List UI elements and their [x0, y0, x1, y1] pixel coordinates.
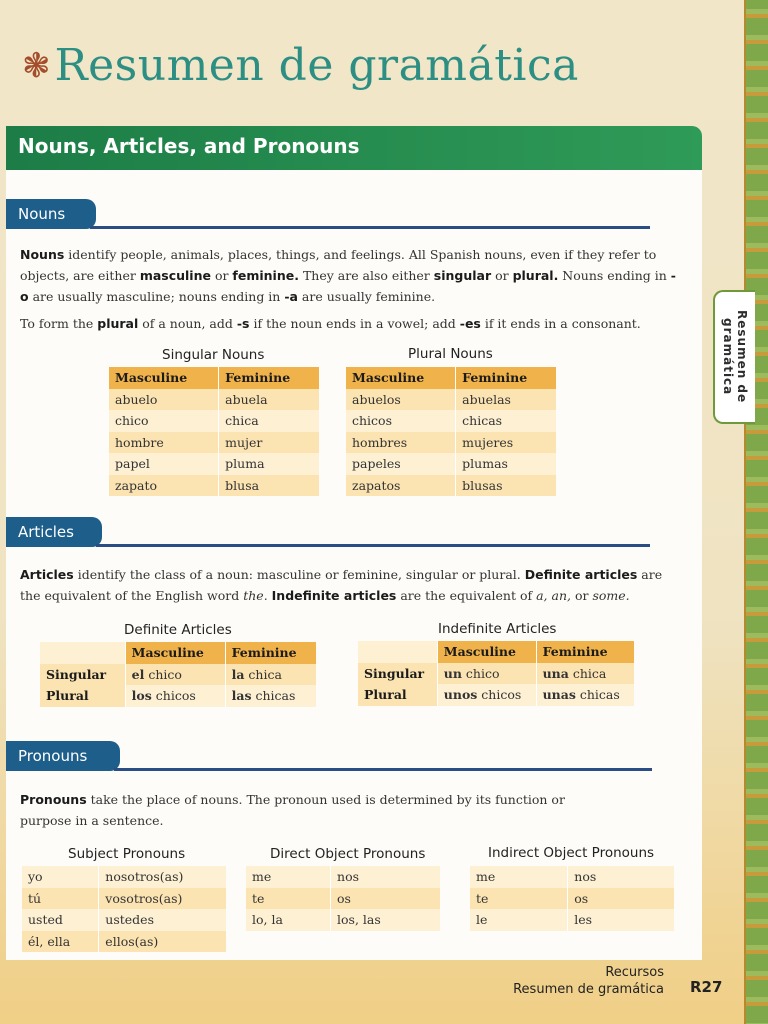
- table-row: tú vosotros(as): [22, 888, 226, 910]
- nouns-tab: Nouns: [6, 199, 96, 229]
- indirect-object-pronouns-caption: Indirect Object Pronouns: [488, 845, 655, 861]
- plural-nouns-caption: Plural Nouns: [408, 346, 493, 362]
- subject-pronouns-caption: Subject Pronouns: [68, 846, 186, 862]
- side-tab: [713, 290, 755, 424]
- indefinite-articles-caption: Indefinite Articles: [438, 621, 557, 637]
- direct-object-pronouns-caption: Direct Object Pronouns: [270, 846, 426, 862]
- table-row: Singular el chico la chica: [40, 664, 316, 686]
- nouns-rule: [90, 226, 650, 229]
- page-number: R27: [690, 978, 723, 996]
- indefinite-articles-table: Masculine Feminine Singular un chico una chica Plural unos chicos unas chicas: [358, 641, 634, 706]
- plural-nouns-table: Masculine Feminine abuelos abuelas chicos chicas hombres mujeres papeles plumas zapatos blusas: [346, 367, 556, 496]
- title-block: [22, 40, 579, 91]
- table-row: zapatos blusas: [346, 475, 556, 497]
- flourish-icon: ❃: [22, 45, 51, 86]
- pronouns-paragraph: Pronouns take the place of nouns. The pronoun used is determined by its function or purpose in a sentence.: [20, 792, 565, 828]
- articles-rule: [96, 544, 650, 547]
- table-row: me nos: [246, 866, 440, 888]
- articles-paragraph: Articles identify the class of a noun: masculine or feminine, singular or plural. Definite articles are the equivalent of the English word the. Indefinite articles are the equivalent of a, an, or some.: [20, 567, 663, 603]
- table-row: lo, la los, las: [246, 909, 440, 931]
- pronouns-tab: Pronouns: [6, 741, 120, 771]
- definite-articles-caption: Definite Articles: [124, 622, 232, 638]
- page-title: Resumen de gramática: [54, 40, 579, 91]
- table-row: zapato blusa: [109, 475, 319, 497]
- decorative-border: [744, 0, 768, 1024]
- table-row: me nos: [470, 866, 674, 888]
- table-row: papel pluma: [109, 453, 319, 475]
- table-row: hombre mujer: [109, 432, 319, 454]
- table-row: usted ustedes: [22, 909, 226, 931]
- table-row: hombres mujeres: [346, 432, 556, 454]
- table-row: Singular un chico una chica: [358, 663, 634, 685]
- table-row: te os: [246, 888, 440, 910]
- table-row: abuelo abuela: [109, 389, 319, 411]
- pronouns-rule: [114, 768, 652, 771]
- subject-pronouns-table: [22, 866, 226, 952]
- table-row: él, ella ellos(as): [22, 931, 226, 953]
- direct-object-pronouns-table: [246, 866, 440, 931]
- table-row: Plural unos chicos unas chicas: [358, 684, 634, 706]
- table-row: yo nosotros(as): [22, 866, 226, 888]
- footer-section-label: Recursos: [605, 965, 664, 980]
- nouns-paragraph: Nouns identify people, animals, places, things, and feelings. All Spanish nouns, even if they refer to objects, are either masculine or feminine. They are also either singular or plural. Nouns ending in -o are usually masculine; nouns ending in -a are usually feminine.: [20, 247, 676, 304]
- table-row: abuelos abuelas: [346, 389, 556, 411]
- section-bar-title: Nouns, Articles, and Pronouns: [18, 134, 360, 158]
- singular-nouns-caption: Singular Nouns: [162, 347, 265, 363]
- plural-rule-paragraph: To form the plural of a noun, add -s if the noun ends in a vowel; add -es if it ends in a consonant.: [20, 316, 641, 331]
- table-row: Plural los chicos las chicas: [40, 685, 316, 707]
- definite-articles-table: Masculine Feminine Singular el chico la chica Plural los chicos las chicas: [40, 642, 316, 707]
- section-bar: [6, 126, 702, 170]
- table-row: chico chica: [109, 410, 319, 432]
- singular-nouns-table: Masculine Feminine abuelo abuela chico chica hombre mujer papel pluma zapato blusa: [109, 367, 319, 496]
- articles-tab: Articles: [6, 517, 102, 547]
- table-row: te os: [470, 888, 674, 910]
- footer-chapter-label: Resumen de gramática: [513, 982, 664, 997]
- table-row: chicos chicas: [346, 410, 556, 432]
- table-row: papeles plumas: [346, 453, 556, 475]
- table-row: le les: [470, 909, 674, 931]
- side-tab-label: Resumen de gramática: [721, 310, 749, 404]
- indirect-object-pronouns-table: [470, 866, 674, 931]
